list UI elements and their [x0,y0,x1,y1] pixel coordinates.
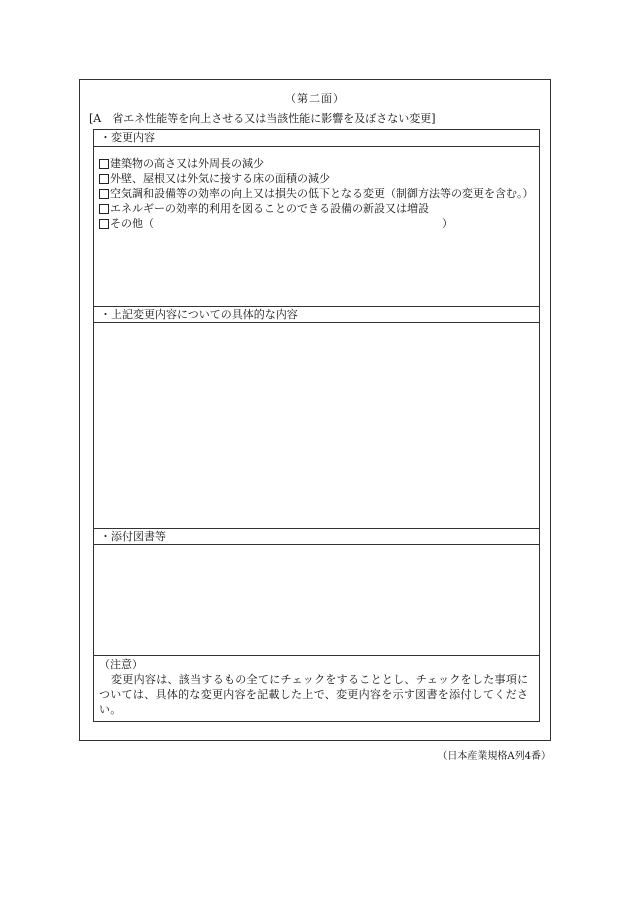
checklist-item-other [99,216,533,231]
form-sheet [79,79,551,741]
page-face-title: （第二面） [285,92,345,105]
checkbox[interactable] [99,189,109,199]
divider [94,655,539,656]
checklist-item-label: 建築物の高さ又は外周長の減少 [110,157,264,170]
note-title: （注意） [99,658,143,671]
change-content-checklist [99,156,533,231]
checklist-item [99,201,533,216]
checklist-item-label: エネルギーの効率的利用を図ることのできる設備の新設又は増設 [110,202,429,215]
specific-content-area[interactable] [94,323,539,528]
checklist-item [99,171,533,186]
checkbox[interactable] [99,174,109,184]
checkbox[interactable] [99,219,109,229]
checklist-item-label: 外壁、屋根又は外気に接する床の面積の減少 [110,172,330,185]
other-close-paren: ） [442,217,453,230]
attachments-area[interactable] [94,545,539,655]
change-content-header: ・変更内容 [94,130,539,147]
checklist-item-label: 空気調和設備等の効率の向上又は損失の低下となる変更（制御方法等の変更を含む。） [110,187,534,200]
attachments-header: ・添付図書等 [94,528,539,545]
checkbox[interactable] [99,159,109,169]
other-label: その他（ [110,217,154,230]
checklist-item [99,156,533,171]
form-table [93,129,540,722]
checklist-item [99,186,533,201]
checkbox[interactable] [99,204,109,214]
specific-content-header: ・上記変更内容についての具体的な内容 [94,306,539,323]
change-category-label: [A 省エネ性能等を向上させる又は当該性能に影響を及ぼさない変更] [89,112,436,125]
note-body: 変更内容は、該当するもの全てにチェックをすることとし、チェックをした事項については、具体的な変更内容を記載した上で、変更内容を示す図書を添付してください。 [99,673,529,716]
paper-size-note: （日本産業規格A列4番） [437,751,551,762]
note-block [99,657,533,717]
